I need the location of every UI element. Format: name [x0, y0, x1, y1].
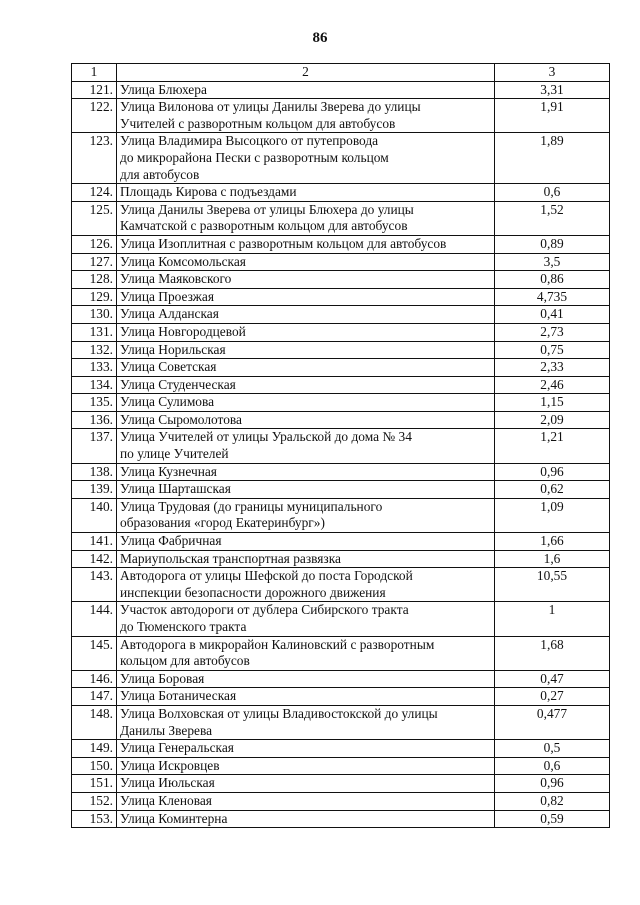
row-number: 150.: [72, 757, 117, 775]
street-name: Улица Коминтерна: [117, 810, 495, 828]
row-number: 133.: [72, 359, 117, 377]
length-value: 0,75: [495, 341, 610, 359]
length-value: 0,6: [495, 184, 610, 202]
table-row: [72, 550, 610, 568]
table-row: [72, 133, 610, 184]
length-value: 3,5: [495, 253, 610, 271]
street-name: Мариупольская транспортная развязка: [117, 550, 495, 568]
header-row: [72, 64, 610, 82]
street-name: Улица Шарташская: [117, 481, 495, 499]
street-name: Улица Новгородцевой: [117, 323, 495, 341]
table-row: [72, 99, 610, 133]
row-number: 140.: [72, 498, 117, 532]
page-number: 86: [312, 30, 328, 46]
table-row: [72, 341, 610, 359]
street-name: Улица Студенческая: [117, 376, 495, 394]
street-name: Улица Сулимова: [117, 394, 495, 412]
table-row: [72, 705, 610, 739]
table-row: [72, 568, 610, 602]
row-number: 145.: [72, 636, 117, 670]
length-value: 0,96: [495, 463, 610, 481]
table-row: [72, 271, 610, 289]
street-name: Улица Трудовая (до границы муниципального образования «город Екатеринбург»): [117, 498, 495, 532]
row-number: 125.: [72, 201, 117, 235]
street-name: Улица Генеральская: [117, 740, 495, 758]
row-number: 139.: [72, 481, 117, 499]
table-row: [72, 376, 610, 394]
length-value: 0,89: [495, 235, 610, 253]
row-number: 143.: [72, 568, 117, 602]
row-number: 122.: [72, 99, 117, 133]
table-row: [72, 323, 610, 341]
length-value: 3,31: [495, 81, 610, 99]
row-number: 142.: [72, 550, 117, 568]
table-row: [72, 359, 610, 377]
table-row: [72, 394, 610, 412]
row-number: 126.: [72, 235, 117, 253]
street-name: Площадь Кирова с подъездами: [117, 184, 495, 202]
length-value: 2,46: [495, 376, 610, 394]
row-number: 138.: [72, 463, 117, 481]
table-row: [72, 201, 610, 235]
header-col-3: 3: [495, 64, 610, 82]
table-row: [72, 533, 610, 551]
row-number: 123.: [72, 133, 117, 184]
length-value: 1,52: [495, 201, 610, 235]
table-row: [72, 253, 610, 271]
row-number: 130.: [72, 306, 117, 324]
length-value: 2,33: [495, 359, 610, 377]
street-name: Улица Ботаническая: [117, 688, 495, 706]
street-name: Улица Алданская: [117, 306, 495, 324]
table-header: [72, 64, 610, 82]
street-name: Улица Искровцев: [117, 757, 495, 775]
street-name: Улица Маяковского: [117, 271, 495, 289]
length-value: 0,6: [495, 757, 610, 775]
table-row: [72, 498, 610, 532]
length-value: 2,09: [495, 411, 610, 429]
length-value: 2,73: [495, 323, 610, 341]
length-value: 1,21: [495, 429, 610, 463]
row-number: 146.: [72, 670, 117, 688]
street-name: Улица Фабричная: [117, 533, 495, 551]
row-number: 151.: [72, 775, 117, 793]
row-number: 127.: [72, 253, 117, 271]
length-value: 0,59: [495, 810, 610, 828]
table-row: [72, 184, 610, 202]
length-value: 1,68: [495, 636, 610, 670]
length-value: 1,66: [495, 533, 610, 551]
table-body: [72, 81, 610, 828]
row-number: 137.: [72, 429, 117, 463]
table-row: [72, 775, 610, 793]
street-name: Улица Учителей от улицы Уральской до дома № 34 по улице Учителей: [117, 429, 495, 463]
length-value: 0,477: [495, 705, 610, 739]
table-row: [72, 810, 610, 828]
row-number: 141.: [72, 533, 117, 551]
table-row: [72, 429, 610, 463]
length-value: 4,735: [495, 288, 610, 306]
row-number: 124.: [72, 184, 117, 202]
street-name: Участок автодороги от дублера Сибирского тракта до Тюменского тракта: [117, 602, 495, 636]
table-row: [72, 740, 610, 758]
length-value: 0,41: [495, 306, 610, 324]
street-name: Улица Проезжая: [117, 288, 495, 306]
table-row: [72, 636, 610, 670]
table-row: [72, 792, 610, 810]
length-value: 1,15: [495, 394, 610, 412]
street-name: Улица Июльская: [117, 775, 495, 793]
table-row: [72, 688, 610, 706]
table-row: [72, 306, 610, 324]
row-number: 135.: [72, 394, 117, 412]
street-name: Улица Вилонова от улицы Данилы Зверева до улицы Учителей с разворотным кольцом для автобусов: [117, 99, 495, 133]
street-name: Улица Комсомольская: [117, 253, 495, 271]
length-value: 0,62: [495, 481, 610, 499]
table-row: [72, 670, 610, 688]
row-number: 152.: [72, 792, 117, 810]
table-row: [72, 463, 610, 481]
row-number: 136.: [72, 411, 117, 429]
row-number: 121.: [72, 81, 117, 99]
length-value: 0,47: [495, 670, 610, 688]
row-number: 134.: [72, 376, 117, 394]
row-number: 129.: [72, 288, 117, 306]
street-name: Улица Волховская от улицы Владивостокской до улицы Данилы Зверева: [117, 705, 495, 739]
street-name: Улица Норильская: [117, 341, 495, 359]
header-col-1: 1: [72, 64, 117, 82]
row-number: 132.: [72, 341, 117, 359]
length-value: 0,86: [495, 271, 610, 289]
length-value: 0,82: [495, 792, 610, 810]
length-value: 10,55: [495, 568, 610, 602]
length-value: 1,09: [495, 498, 610, 532]
length-value: 1,6: [495, 550, 610, 568]
row-number: 148.: [72, 705, 117, 739]
street-name: Улица Данилы Зверева от улицы Блюхера до улицы Камчатской с разворотным кольцом для автобусов: [117, 201, 495, 235]
table-row: [72, 481, 610, 499]
street-name: Автодорога в микрорайон Калиновский с разворотным кольцом для автобусов: [117, 636, 495, 670]
length-value: 0,5: [495, 740, 610, 758]
table-row: [72, 411, 610, 429]
street-name: Улица Кленовая: [117, 792, 495, 810]
street-name: Улица Изоплитная с разворотным кольцом для автобусов: [117, 235, 495, 253]
row-number: 131.: [72, 323, 117, 341]
length-value: 0,96: [495, 775, 610, 793]
length-value: 1: [495, 602, 610, 636]
street-name: Улица Сыромолотова: [117, 411, 495, 429]
street-name: Улица Кузнечная: [117, 463, 495, 481]
table-row: [72, 81, 610, 99]
street-name: Улица Боровая: [117, 670, 495, 688]
header-col-2: 2: [117, 64, 495, 82]
street-name: Автодорога от улицы Шефской до поста Городской инспекции безопасности дорожного движения: [117, 568, 495, 602]
row-number: 128.: [72, 271, 117, 289]
table-row: [72, 757, 610, 775]
table-row: [72, 235, 610, 253]
street-name: Улица Блюхера: [117, 81, 495, 99]
streets-table: [71, 63, 610, 828]
street-name: Улица Владимира Высоцкого от путепровода до микрорайона Пески с разворотным кольцом для автобусов: [117, 133, 495, 184]
table-row: [72, 288, 610, 306]
row-number: 149.: [72, 740, 117, 758]
length-value: 1,91: [495, 99, 610, 133]
table-row: [72, 602, 610, 636]
street-name: Улица Советская: [117, 359, 495, 377]
length-value: 1,89: [495, 133, 610, 184]
row-number: 144.: [72, 602, 117, 636]
length-value: 0,27: [495, 688, 610, 706]
row-number: 147.: [72, 688, 117, 706]
row-number: 153.: [72, 810, 117, 828]
